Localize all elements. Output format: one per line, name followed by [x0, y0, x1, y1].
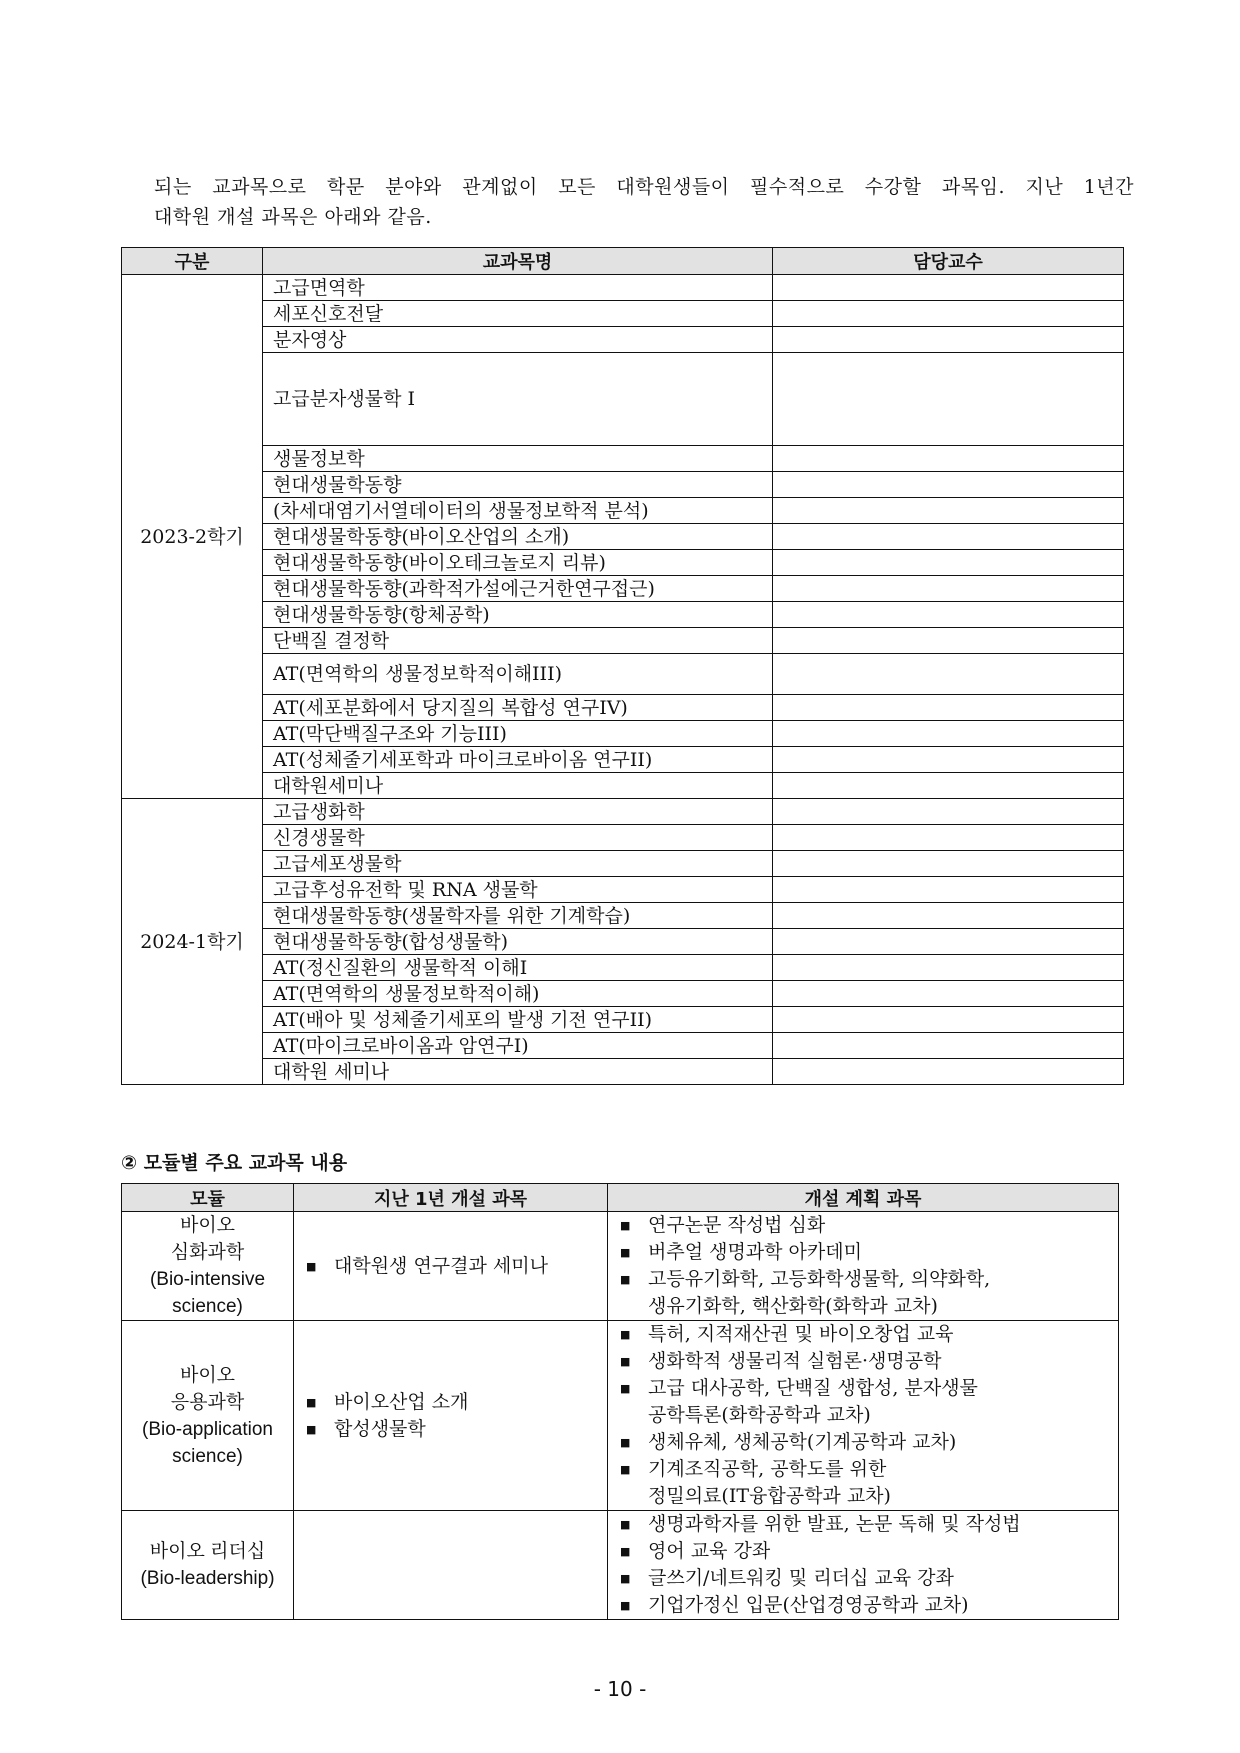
past-courses-list: [294, 1389, 607, 1443]
list-item: [608, 1592, 1118, 1619]
professor-cell: [773, 799, 1124, 825]
modules-body: [122, 1212, 1119, 1620]
course-name-cell: AT(면역학의 생물정보학적이해): [263, 981, 773, 1007]
intro-line-2: 대학원 개설 과목은 아래와 같음.: [154, 206, 432, 228]
list-item: [608, 1266, 1118, 1293]
professor-cell: [773, 721, 1124, 747]
list-item: [608, 1321, 1118, 1348]
course-text: 영어 교육 강좌: [648, 1540, 771, 1562]
course-name-cell: 현대생물학동향(생물학자를 위한 기계학습): [263, 903, 773, 929]
header-planned-courses: 개설 계획 과목: [608, 1184, 1119, 1212]
course-name-cell: 현대생물학동향(바이오산업의 소개): [263, 524, 773, 550]
module-name-line: science): [172, 1296, 243, 1317]
table-row: [122, 498, 1124, 524]
professor-cell: [773, 602, 1124, 628]
list-item: [294, 1416, 607, 1443]
header-course-name: 교과목명: [263, 248, 773, 275]
table-row: [122, 472, 1124, 498]
modules-table: [121, 1183, 1119, 1620]
square-bullet-icon: ■: [620, 1219, 631, 1232]
course-name-cell: 분자영상: [263, 327, 773, 353]
list-item: [608, 1375, 1118, 1402]
course-name-cell: 현대생물학동향: [263, 472, 773, 498]
square-bullet-icon: ■: [306, 1422, 317, 1436]
course-name-cell: 세포신호전달: [263, 301, 773, 327]
list-item: [608, 1456, 1118, 1483]
professor-cell: [773, 1033, 1124, 1059]
list-item: [608, 1565, 1118, 1592]
planned-courses-list: [608, 1212, 1118, 1320]
course-name-cell: AT(정신질환의 생물학적 이해I: [263, 955, 773, 981]
course-name-cell: 고급면역학: [263, 275, 773, 301]
planned-courses-cell: [608, 1511, 1119, 1620]
header-module: 모듈: [122, 1184, 294, 1212]
header-category: 구분: [122, 248, 263, 275]
professor-cell: [773, 929, 1124, 955]
header-professor: 담당교수: [773, 248, 1124, 275]
course-text: 연구논문 작성법 심화: [648, 1214, 826, 1236]
table-row: [122, 275, 1124, 301]
square-bullet-icon: ■: [620, 1355, 631, 1368]
course-name-cell: AT(마이크로바이옴과 암연구I): [263, 1033, 773, 1059]
module-name-line: 심화과학: [170, 1242, 245, 1263]
module-name-line: 바이오: [179, 1215, 236, 1236]
square-bullet-icon: ■: [620, 1545, 631, 1558]
square-bullet-icon: ■: [620, 1246, 631, 1259]
page-number: - 10 -: [593, 1677, 647, 1701]
table-row: [122, 1007, 1124, 1033]
course-text: 공학특론(화학공학과 교차): [648, 1404, 871, 1426]
table-row: [122, 602, 1124, 628]
course-name-cell: AT(면역학의 생물정보학적이해III): [263, 654, 773, 695]
course-text: 생체유체, 생체공학(기계공학과 교차): [648, 1431, 957, 1453]
course-text: 기계조직공학, 공학도를 위한: [648, 1458, 887, 1480]
past-courses-cell: [294, 1212, 608, 1321]
table-row: [122, 903, 1124, 929]
course-name-cell: 현대생물학동향(바이오테크놀로지 리뷰): [263, 550, 773, 576]
course-text: 합성생물학: [334, 1417, 426, 1440]
professor-cell: [773, 327, 1124, 353]
table-row: [122, 327, 1124, 353]
course-text: 고급 대사공학, 단백질 생합성, 분자생물: [648, 1377, 978, 1399]
table-row: [122, 1059, 1124, 1085]
course-name-cell: 신경생물학: [263, 825, 773, 851]
list-item: [608, 1212, 1118, 1239]
table-row: [122, 654, 1124, 695]
course-text: 생명과학자를 위한 발표, 논문 독해 및 작성법: [648, 1513, 1021, 1535]
professor-cell: [773, 1007, 1124, 1033]
professor-cell: [773, 576, 1124, 602]
list-item: [608, 1239, 1118, 1266]
professor-cell: [773, 955, 1124, 981]
course-name-cell: 대학원세미나: [263, 773, 773, 799]
course-text: 버추얼 생명과학 아카데미: [648, 1241, 862, 1263]
past-courses-cell: [294, 1511, 608, 1620]
course-name-cell: (차세대염기서열데이터의 생물정보학적 분석): [263, 498, 773, 524]
table-row: [122, 877, 1124, 903]
list-item: [608, 1511, 1118, 1538]
professor-cell: [773, 747, 1124, 773]
table-row: [122, 301, 1124, 327]
course-text: 생화학적 생물리적 실험론·생명공학: [648, 1350, 942, 1372]
planned-courses-list: [608, 1321, 1118, 1510]
header-past-courses: 지난 1년 개설 과목: [294, 1184, 608, 1212]
professor-cell: [773, 550, 1124, 576]
past-courses-list: [294, 1253, 607, 1280]
professor-cell: [773, 524, 1124, 550]
courses-body: [122, 275, 1124, 1085]
module-name-line: (Bio-application: [142, 1418, 273, 1440]
table-row: [122, 747, 1124, 773]
module-name-line: (Bio-leadership): [140, 1568, 275, 1589]
intro-line-1: 되는 교과목으로 학문 분야와 관계없이 모든 대학원생들이 필수적으로 수강할 과목임. 지난 1년간: [154, 176, 1134, 198]
list-item: [608, 1293, 1118, 1320]
list-item: [608, 1402, 1118, 1429]
course-text: 글쓰기/네트워킹 및 리더십 교육 강좌: [648, 1567, 954, 1589]
table-row: [122, 524, 1124, 550]
course-name-cell: 생물정보학: [263, 446, 773, 472]
module-name-cell: [122, 1321, 294, 1511]
course-text: 고등유기화학, 고등화학생물학, 의약화학,: [648, 1268, 991, 1290]
course-name-cell: AT(배아 및 성체줄기세포의 발생 기전 연구II): [263, 1007, 773, 1033]
module-row: [122, 1321, 1119, 1511]
course-name-cell: 단백질 결정학: [263, 628, 773, 654]
table-row: [122, 721, 1124, 747]
list-item: [608, 1348, 1118, 1375]
module-name-line: 바이오 리더십: [149, 1541, 266, 1562]
square-bullet-icon: ■: [620, 1382, 631, 1395]
course-text: 기업가정신 입문(산업경영공학과 교차): [648, 1594, 969, 1616]
professor-cell: [773, 825, 1124, 851]
list-item: [294, 1389, 607, 1416]
term-cell: 2023-2학기: [122, 275, 263, 799]
course-name-cell: 고급분자생물학 I: [263, 353, 773, 446]
module-name-line: 응용과학: [170, 1391, 245, 1413]
table-row: [122, 446, 1124, 472]
course-name-cell: 대학원 세미나: [263, 1059, 773, 1085]
course-name-cell: AT(성체줄기세포학과 마이크로바이옴 연구II): [263, 747, 773, 773]
professor-cell: [773, 628, 1124, 654]
table-row: [122, 955, 1124, 981]
list-item: [608, 1538, 1118, 1565]
table-row: [122, 981, 1124, 1007]
list-item: [608, 1483, 1118, 1510]
course-name-cell: 현대생물학동향(과학적가설에근거한연구접근): [263, 576, 773, 602]
term-cell: 2024-1학기: [122, 799, 263, 1085]
table-row: [122, 353, 1124, 446]
list-item: [294, 1253, 607, 1280]
square-bullet-icon: ■: [620, 1436, 631, 1449]
professor-cell: [773, 851, 1124, 877]
course-name-cell: AT(세포분화에서 당지질의 복합성 연구IV): [263, 695, 773, 721]
past-courses-cell: [294, 1321, 608, 1511]
professor-cell: [773, 877, 1124, 903]
professor-cell: [773, 981, 1124, 1007]
module-name-cell: [122, 1511, 294, 1620]
planned-courses-list: [608, 1511, 1118, 1619]
professor-cell: [773, 695, 1124, 721]
table-row: [122, 773, 1124, 799]
professor-cell: [773, 446, 1124, 472]
table-row: [122, 825, 1124, 851]
intro-paragraph: [154, 172, 1134, 232]
table-row: [122, 550, 1124, 576]
table-row: [122, 695, 1124, 721]
square-bullet-icon: ■: [620, 1572, 631, 1585]
square-bullet-icon: ■: [306, 1259, 317, 1273]
table-row: [122, 1033, 1124, 1059]
professor-cell: [773, 275, 1124, 301]
courses-table: [121, 247, 1124, 1085]
table-row: [122, 799, 1124, 825]
planned-courses-cell: [608, 1321, 1119, 1511]
square-bullet-icon: ■: [620, 1463, 631, 1476]
table-row: [122, 628, 1124, 654]
course-text: 정밀의료(IT융합공학과 교차): [648, 1485, 891, 1507]
square-bullet-icon: ■: [620, 1599, 631, 1612]
professor-cell: [773, 1059, 1124, 1085]
course-name-cell: 현대생물학동향(합성생물학): [263, 929, 773, 955]
professor-cell: [773, 472, 1124, 498]
module-name-line: (Bio-intensive: [149, 1269, 266, 1290]
table-row: [122, 929, 1124, 955]
course-name-cell: AT(막단백질구조와 기능III): [263, 721, 773, 747]
professor-cell: [773, 353, 1124, 446]
course-name-cell: 고급생화학: [263, 799, 773, 825]
course-text: 생유기화학, 핵산화학(화학과 교차): [648, 1295, 938, 1317]
square-bullet-icon: ■: [620, 1273, 631, 1286]
professor-cell: [773, 773, 1124, 799]
list-item: [608, 1429, 1118, 1456]
section-2-title: ② 모듈별 주요 교과목 내용: [121, 1152, 348, 1174]
professor-cell: [773, 903, 1124, 929]
module-row: [122, 1511, 1119, 1620]
module-name-line: 바이오: [179, 1364, 236, 1386]
square-bullet-icon: ■: [620, 1328, 631, 1341]
module-name-line: science): [172, 1445, 243, 1467]
professor-cell: [773, 301, 1124, 327]
course-text: 대학원생 연구결과 세미나: [334, 1254, 548, 1277]
professor-cell: [773, 498, 1124, 524]
square-bullet-icon: ■: [620, 1518, 631, 1531]
course-name-cell: 고급세포생물학: [263, 851, 773, 877]
professor-cell: [773, 654, 1124, 695]
course-name-cell: 현대생물학동향(항체공학): [263, 602, 773, 628]
course-name-cell: 고급후성유전학 및 RNA 생물학: [263, 877, 773, 903]
square-bullet-icon: ■: [306, 1395, 317, 1409]
module-name-cell: [122, 1212, 294, 1321]
course-text: 특허, 지적재산권 및 바이오창업 교육: [648, 1323, 954, 1345]
table-row: [122, 851, 1124, 877]
module-row: [122, 1212, 1119, 1321]
course-text: 바이오산업 소개: [334, 1390, 469, 1413]
planned-courses-cell: [608, 1212, 1119, 1321]
table-row: [122, 576, 1124, 602]
